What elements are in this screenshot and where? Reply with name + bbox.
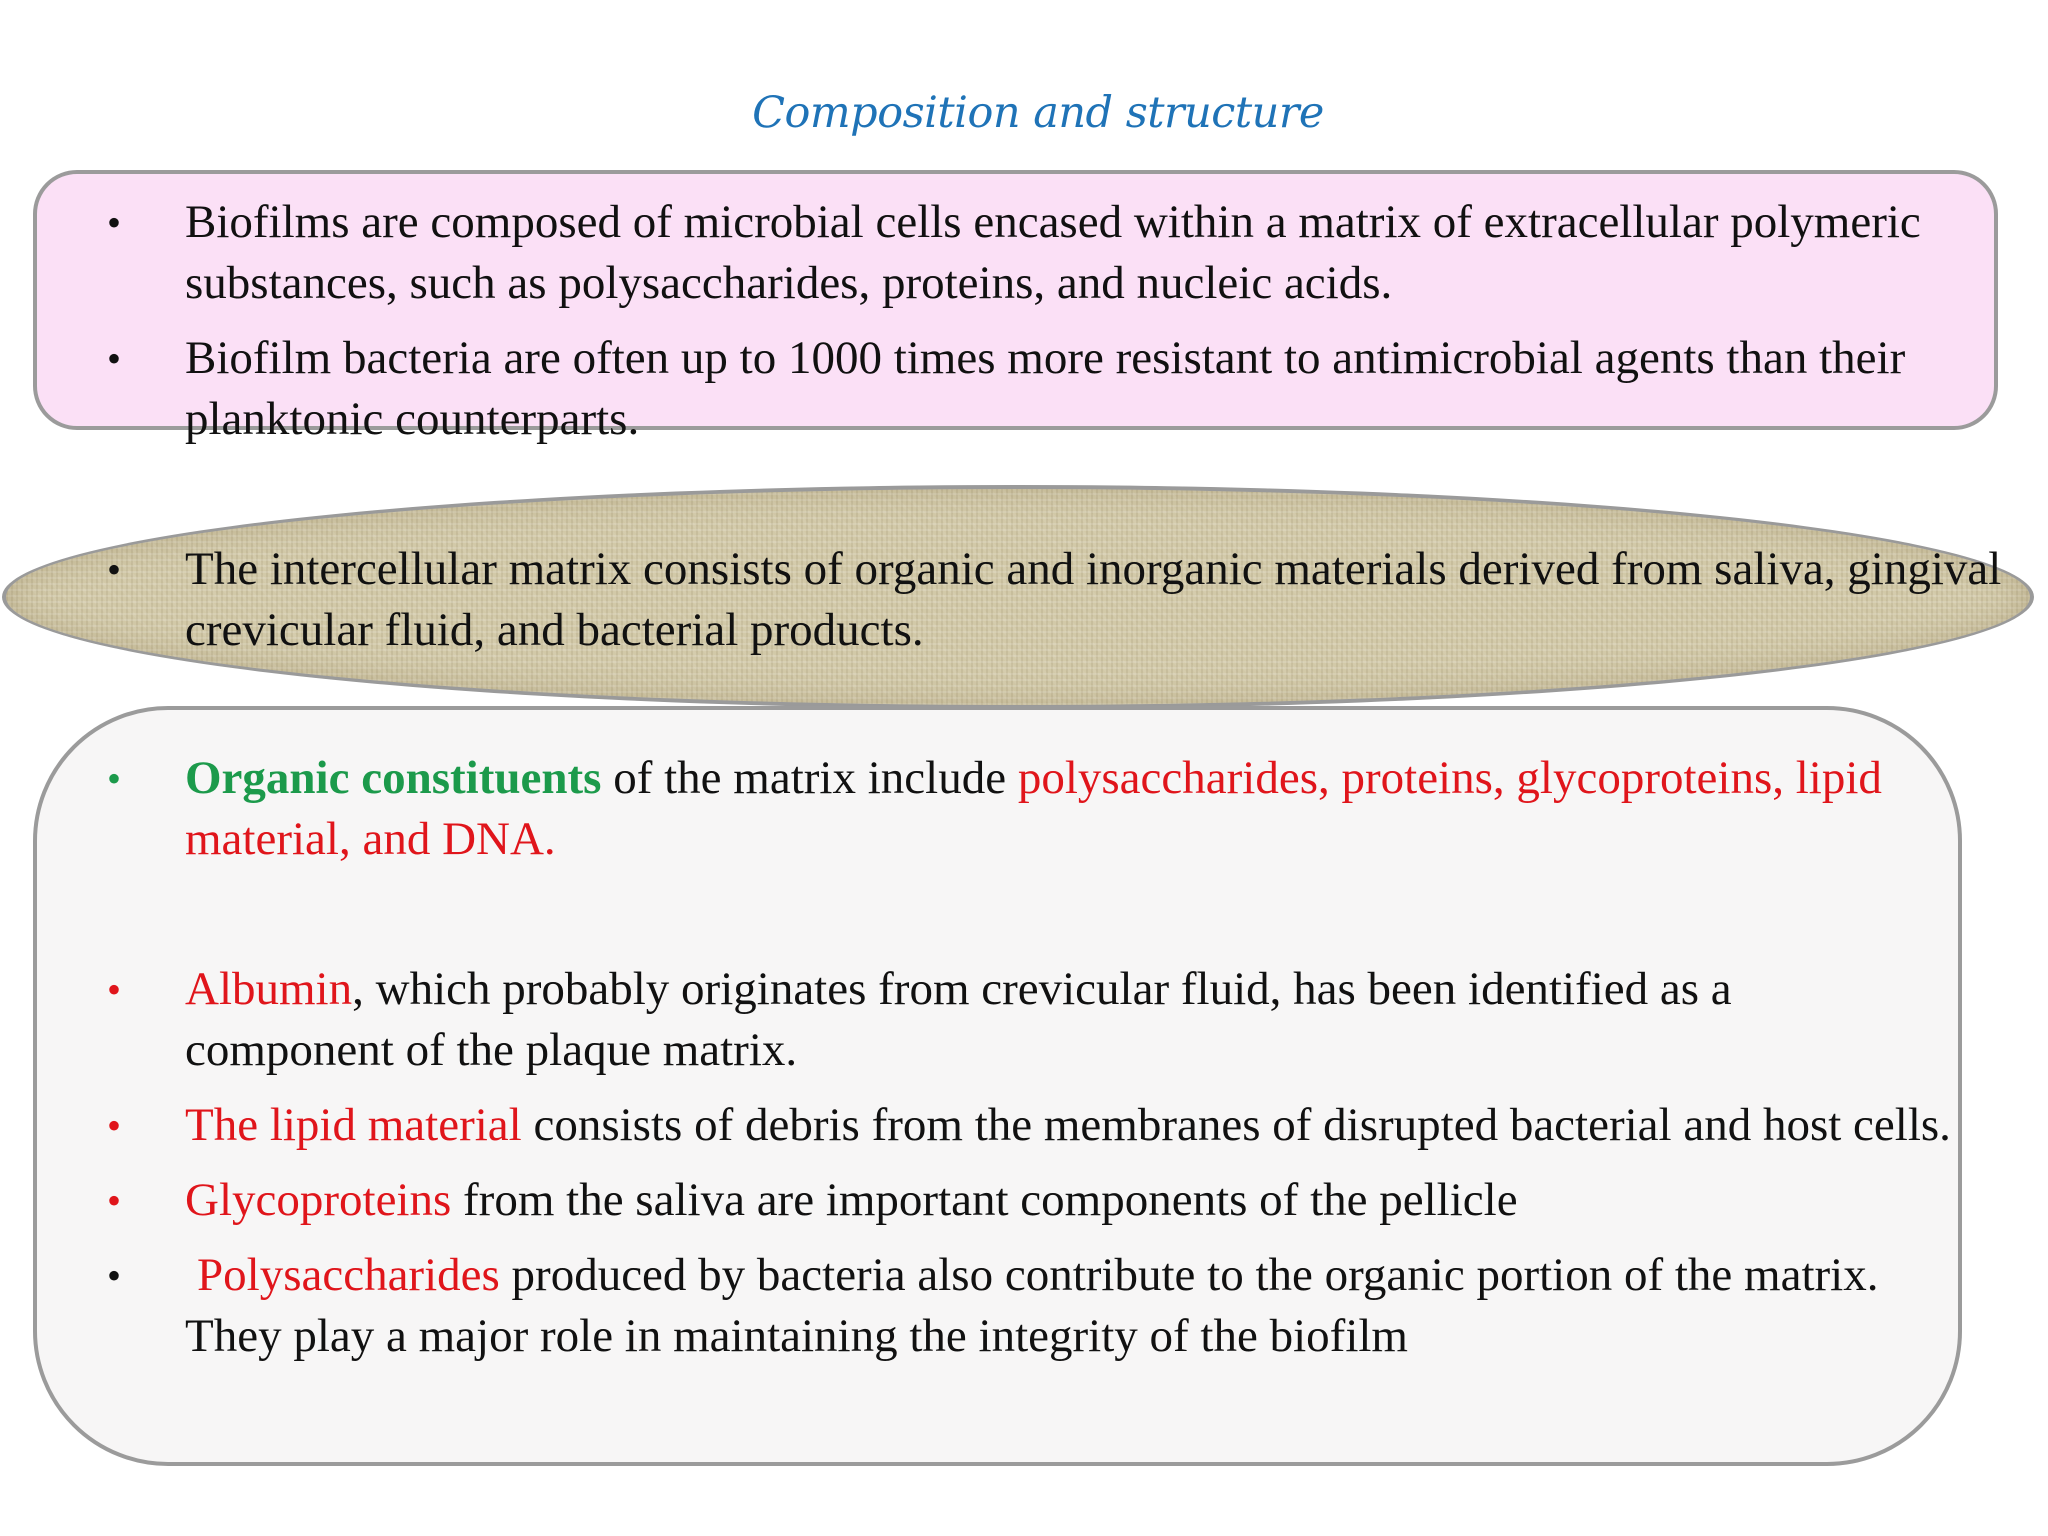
bullet-text: The intercellular matrix consists of organic and inorganic materials derived from saliva, gingival crevicular fluid, and bacterial products. bbox=[185, 543, 2002, 656]
bullet-text: from the saliva are important components of the pellicle bbox=[451, 1174, 1518, 1226]
list-item bbox=[0, 959, 2010, 1081]
highlight-text: Albumin bbox=[185, 963, 353, 1015]
bullet-icon: • bbox=[107, 756, 122, 801]
bullet-text: consists of debris from the membranes of disrupted bacterial and host cells. bbox=[521, 1099, 1951, 1151]
highlight-text: polysaccharides, proteins, glycoproteins, lipid material, and DNA. bbox=[185, 752, 1882, 865]
list-item bbox=[0, 328, 2000, 450]
bullet-icon: • bbox=[107, 547, 122, 592]
highlight-text: The lipid material bbox=[185, 1099, 522, 1151]
bullet-text: of the matrix include bbox=[601, 752, 1018, 804]
top-bullet-list bbox=[0, 192, 2000, 450]
middle-bullet-list bbox=[0, 539, 2010, 661]
slide-title: Composition and structure bbox=[752, 88, 1324, 138]
bottom-bullet-list bbox=[0, 748, 2010, 1367]
bullet-icon: • bbox=[107, 1253, 122, 1298]
bullet-icon: • bbox=[107, 1103, 122, 1148]
list-item bbox=[0, 748, 2010, 870]
bullet-text: Biofilms are composed of microbial cells encased within a matrix of extracellular polymeric substances, such as polysaccharides, proteins, and nucleic acids. bbox=[185, 196, 1921, 309]
bullet-icon: • bbox=[107, 1178, 122, 1223]
highlight-text: Organic constituents bbox=[185, 752, 602, 804]
bullet-text: , which probably originates from crevicular fluid, has been identified as a component of the plaque matrix. bbox=[185, 963, 1732, 1076]
bullet-icon: • bbox=[107, 967, 122, 1012]
list-item bbox=[0, 539, 2010, 661]
bullet-text: produced by bacteria also contribute to the organic portion of the matrix. They play a major role in maintaining the integrity of the biofilm bbox=[185, 1249, 1879, 1362]
bullet-icon: • bbox=[107, 200, 122, 245]
bullet-text: Biofilm bacteria are often up to 1000 times more resistant to antimicrobial agents than their planktonic counterparts. bbox=[185, 332, 1906, 445]
list-item bbox=[0, 1170, 2010, 1231]
highlight-text: Glycoproteins bbox=[185, 1174, 452, 1226]
bullet-icon: • bbox=[107, 336, 122, 381]
list-item bbox=[0, 192, 2000, 314]
list-item bbox=[0, 1095, 2010, 1156]
highlight-text: Polysaccharides bbox=[197, 1249, 500, 1301]
list-item bbox=[0, 1245, 2010, 1367]
